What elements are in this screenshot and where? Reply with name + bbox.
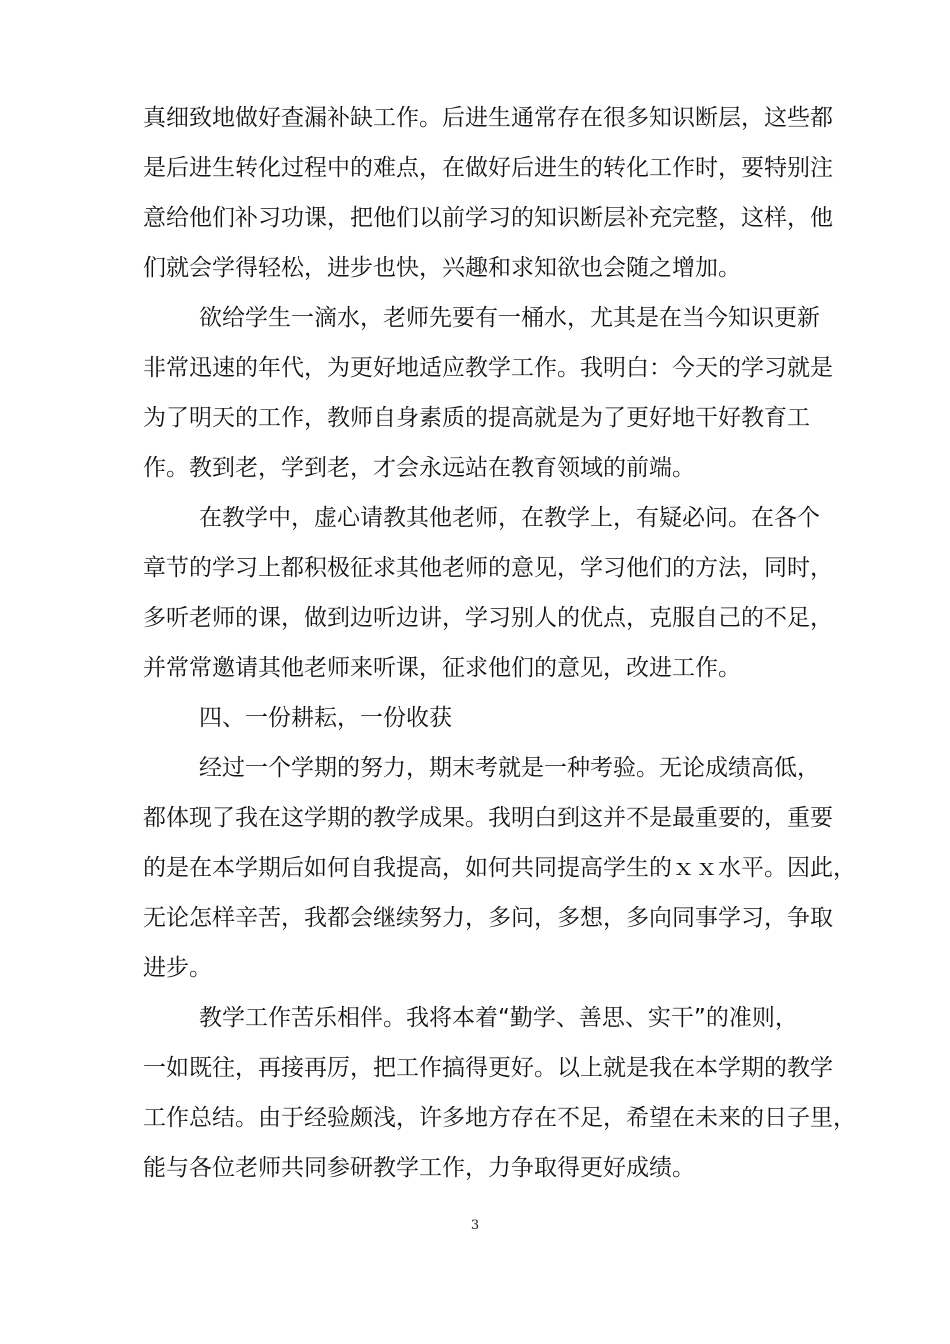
text-line: 一如既往，再接再厉，把工作搞得更好。以上就是我在本学期的教学 (143, 1055, 833, 1081)
text-line: 能与各位老师共同参研教学工作，力争取得更好成绩。 (143, 1155, 695, 1181)
text-line: 在教学中，虚心请教其他老师，在教学上，有疑必问。在各个 (199, 505, 820, 531)
text-line: 非常迅速的年代，为更好地适应教学工作。我明白：今天的学习就是 (143, 355, 833, 381)
text-line: 进步。 (143, 955, 212, 981)
text-line: 多听老师的课，做到边听边讲，学习别人的优点，克服自己的不足， (143, 605, 833, 631)
text-line: 工作总结。由于经验颇浅，许多地方存在不足，希望在未来的日子里， (143, 1105, 856, 1131)
text-line: 经过一个学期的努力，期末考就是一种考验。无论成绩高低， (199, 755, 820, 781)
text-line: 都体现了我在这学期的教学成果。我明白到这并不是最重要的，重要 (143, 805, 833, 831)
text-line: 真细致地做好查漏补缺工作。后进生通常存在很多知识断层，这些都 (143, 105, 833, 131)
text-line: 章节的学习上都积极征求其他老师的意见，学习他们的方法，同时， (143, 555, 833, 581)
text-line: 意给他们补习功课，把他们以前学习的知识断层补充完整，这样，他 (143, 205, 833, 231)
page-number: 3 (470, 1218, 480, 1233)
text-line: 作。教到老，学到老，才会永远站在教育领域的前端。 (143, 455, 695, 481)
section-heading: 四、一份耕耘，一份收获 (199, 705, 452, 731)
text-line: 是后进生转化过程中的难点，在做好后进生的转化工作时，要特别注 (143, 155, 833, 181)
text-line: 的是在本学期后如何自我提高，如何共同提高学生的ｘｘ水平。因此， (143, 855, 856, 881)
text-line: 欲给学生一滴水，老师先要有一桶水，尤其是在当今知识更新 (199, 305, 820, 331)
text-line: 教学工作苦乐相伴。我将本着“勤学、善思、实干”的准则， (199, 1005, 798, 1031)
text-line: 们就会学得轻松，进步也快，兴趣和求知欲也会随之增加。 (143, 255, 741, 281)
text-line: 无论怎样辛苦，我都会继续努力，多问，多想，多向同事学习，争取 (143, 905, 833, 931)
text-line: 为了明天的工作，教师自身素质的提高就是为了更好地干好教育工 (143, 405, 810, 431)
text-line: 并常常邀请其他老师来听课，征求他们的意见，改进工作。 (143, 655, 741, 681)
